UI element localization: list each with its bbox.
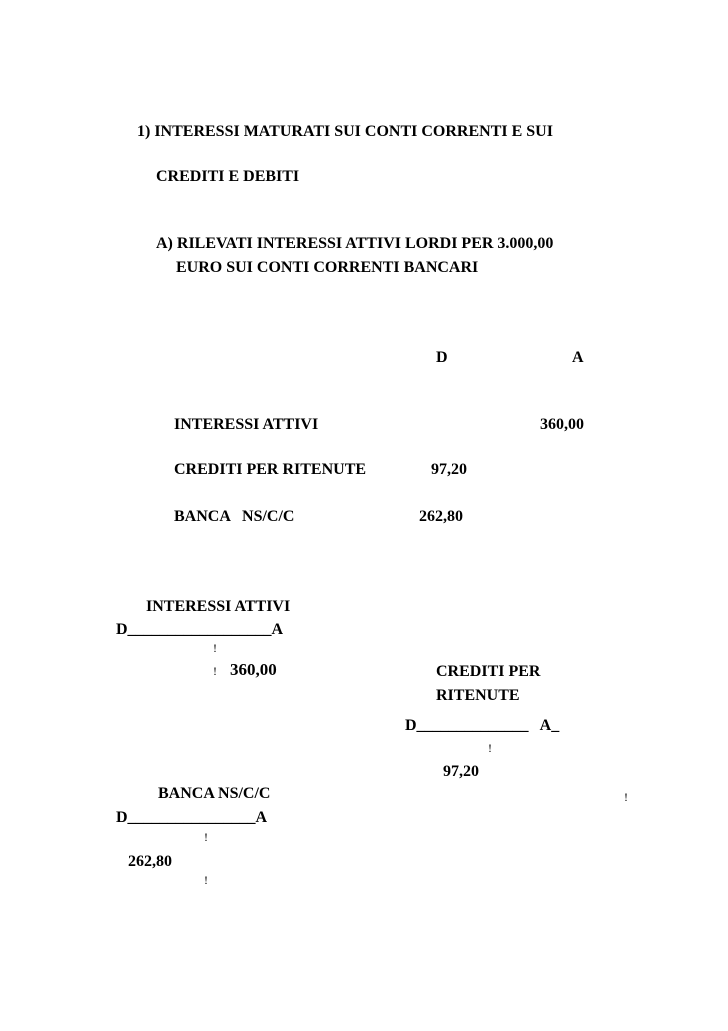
ledger-interessi-header: D__________________A <box>116 621 284 638</box>
ledger-interessi-credit-value: 360,00 <box>230 660 277 679</box>
journal-credit-header: A <box>572 349 584 366</box>
ledger-crediti-debit-value: 97,20 <box>443 763 479 780</box>
entry-description-line-2: EURO SUI CONTI CORRENTI BANCARI <box>176 259 479 276</box>
heading-line-2: CREDITI E DEBITI <box>156 168 300 185</box>
ledger-crediti-title-line-2: RITENUTE <box>436 687 520 704</box>
ledger-crediti-separator: ! <box>624 790 628 804</box>
journal-row-account: INTERESSI ATTIVI <box>174 416 319 433</box>
ledger-banca-separator: ! <box>204 830 208 844</box>
journal-row-debit: 262,80 <box>419 508 463 525</box>
entry-description-line-1: A) RILEVATI INTERESSI ATTIVI LORDI PER 3.000,00 <box>156 235 554 252</box>
journal-row-debit: 97,20 <box>431 461 467 478</box>
ledger-banca-title: BANCA NS/C/C <box>158 785 271 802</box>
journal-row-account: BANCA NS/C/C <box>174 508 295 525</box>
ledger-banca-header: D________________A <box>116 809 268 826</box>
ledger-crediti-header: D______________ A_ <box>405 717 560 734</box>
ledger-banca-separator: ! <box>204 873 208 887</box>
ledger-interessi-separator: ! <box>213 664 217 678</box>
journal-row-credit: 360,00 <box>540 416 584 433</box>
ledger-banca-debit-value: 262,80 <box>128 853 172 870</box>
ledger-interessi-title: INTERESSI ATTIVI <box>146 598 291 615</box>
journal-debit-header: D <box>436 349 448 366</box>
ledger-interessi-separator: ! <box>213 641 217 655</box>
ledger-crediti-separator: ! <box>488 741 492 755</box>
journal-row-account: CREDITI PER RITENUTE <box>174 461 367 478</box>
heading-line-1: 1) INTERESSI MATURATI SUI CONTI CORRENTI E SUI <box>137 123 553 140</box>
ledger-crediti-title-line-1: CREDITI PER <box>436 663 541 680</box>
